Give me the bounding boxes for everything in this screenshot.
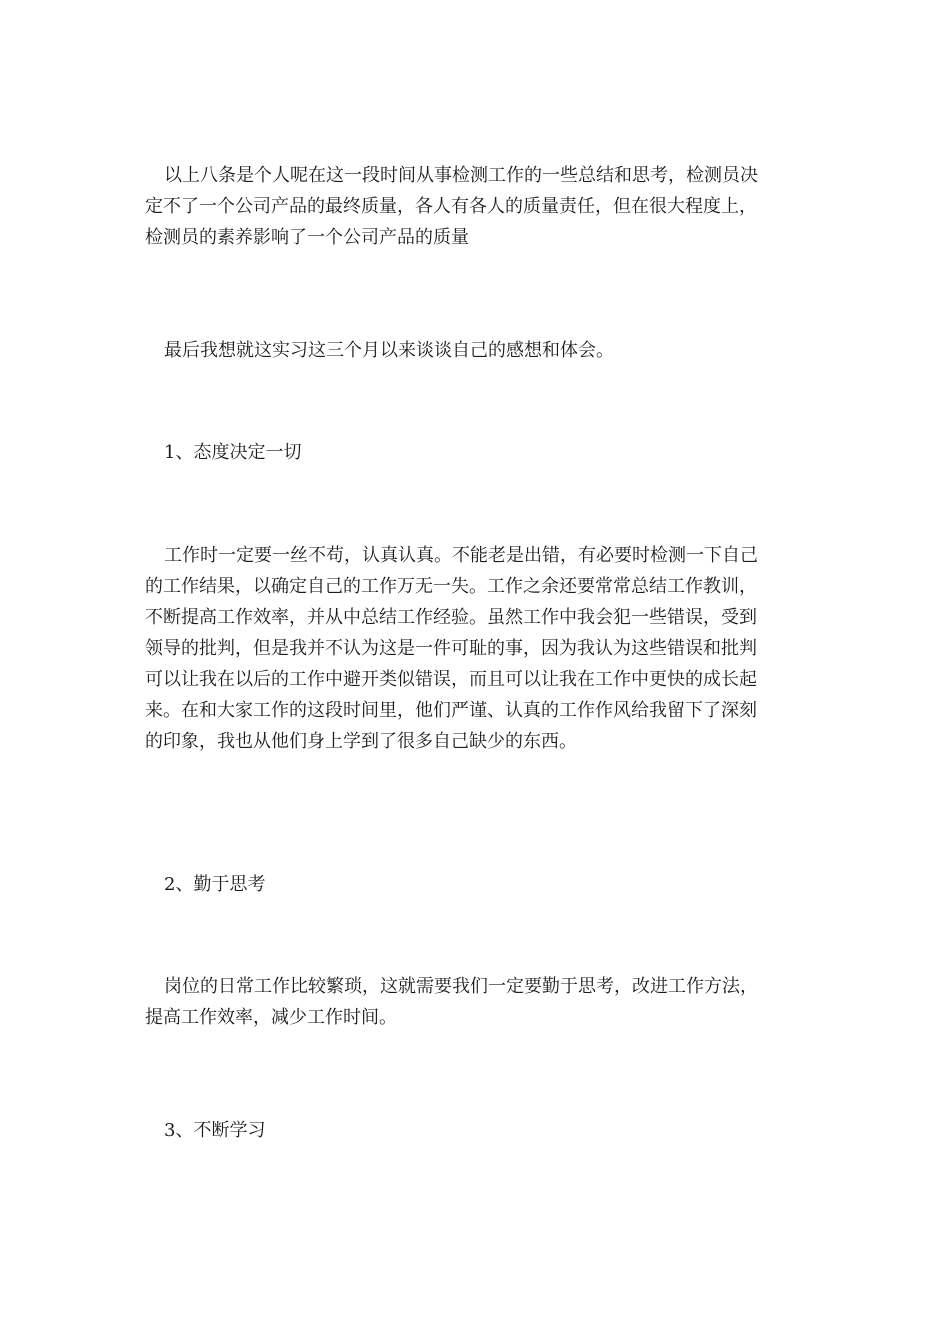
text-line: 来。在和大家工作的这段时间里，他们严谨、认真的工作作风给我留下了深刻 [145,700,757,721]
text-line: 不断提高工作效率，并从中总结工作经验。虽然工作中我会犯一些错误，受到 [145,607,757,628]
text-line: 以上八条是个人呢在这一段时间从事检测工作的一些总结和思考，检测员决 [164,165,758,186]
text-line: 可以让我在以后的工作中避开类似错误，而且可以让我在工作中更快的成长起 [145,669,757,690]
text-line: 工作时一定要一丝不苟，认真认真。不能老是出错，有必要时检测一下自己 [164,545,758,566]
text-line: 的印象，我也从他们身上学到了很多自己缺少的东西。 [145,731,577,752]
text-line: 最后我想就这实习这三个月以来谈谈自己的感想和体会。 [164,340,614,361]
section-heading-2: 2、勤于思考 [164,874,266,895]
text-line: 定不了一个公司产品的最终质量，各人有各人的质量责任，但在很大程度上， [145,196,757,217]
paragraph-thinking [145,971,805,1033]
text-line: 提高工作效率，减少工作时间。 [145,1007,397,1028]
text-line: 领导的批判，但是我并不认为这是一件可耻的事，因为我认为这些错误和批判 [145,638,757,659]
paragraph-intro [145,335,805,366]
paragraph-summary [145,160,805,253]
text-line: 检测员的素养影响了一个公司产品的质量 [145,227,469,248]
section-heading-3: 3、不断学习 [164,1120,266,1141]
section-heading-1: 1、态度决定一切 [164,442,302,463]
text-line: 的工作结果，以确定自己的工作万无一失。工作之余还要常常总结工作教训， [145,576,757,597]
text-line: 岗位的日常工作比较繁琐，这就需要我们一定要勤于思考，改进工作方法， [164,976,758,997]
paragraph-attitude [145,540,805,757]
